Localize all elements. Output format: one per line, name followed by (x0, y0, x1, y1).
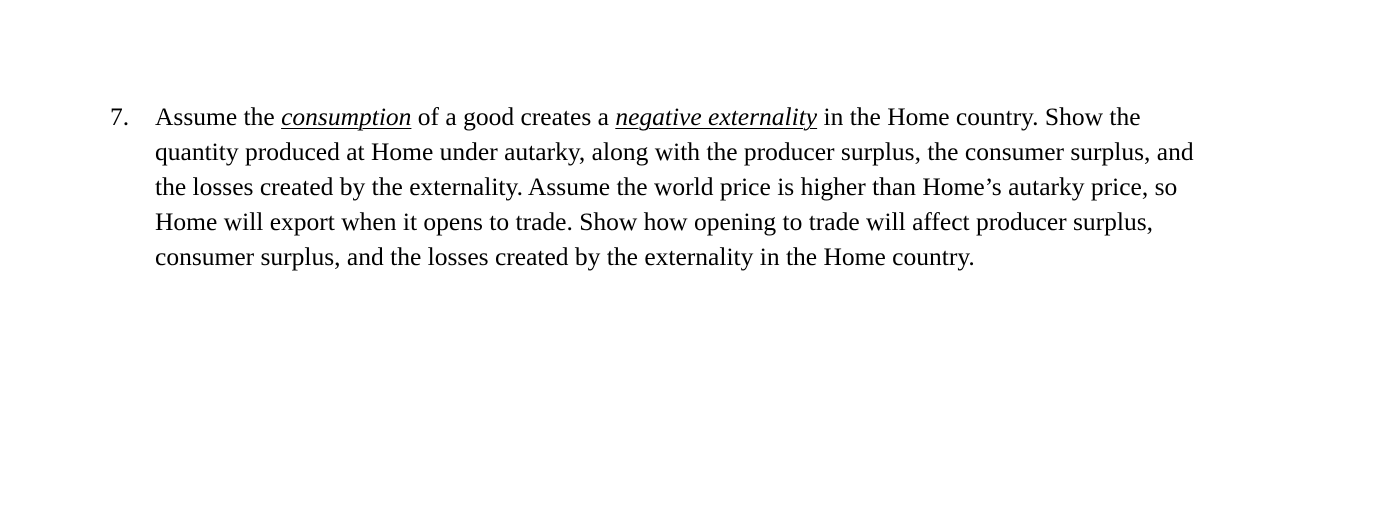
line-1-after: in the Home country. Show the (817, 102, 1141, 131)
term-consumption: consumption (281, 102, 412, 131)
question-line-1 (155, 99, 1250, 134)
term-negative-externality: negative externality (615, 102, 818, 131)
question-number: 7. (110, 102, 130, 131)
line-1-middle: of a good creates a (411, 102, 616, 131)
line-1-before: Assume the (155, 102, 282, 131)
question-text (155, 99, 1250, 274)
question-line-3: the losses created by the externality. Assume the world price is higher than Home’s autarky price, so (155, 172, 1178, 201)
question-line-5: consumer surplus, and the losses created by the externality in the Home country. (155, 242, 975, 271)
question-7 (110, 99, 1250, 274)
question-line-4: Home will export when it opens to trade. Show how opening to trade will affect producer surplus, (155, 207, 1154, 236)
question-line-2: quantity produced at Home under autarky, along with the producer surplus, the consumer surplus, and (155, 137, 1194, 166)
